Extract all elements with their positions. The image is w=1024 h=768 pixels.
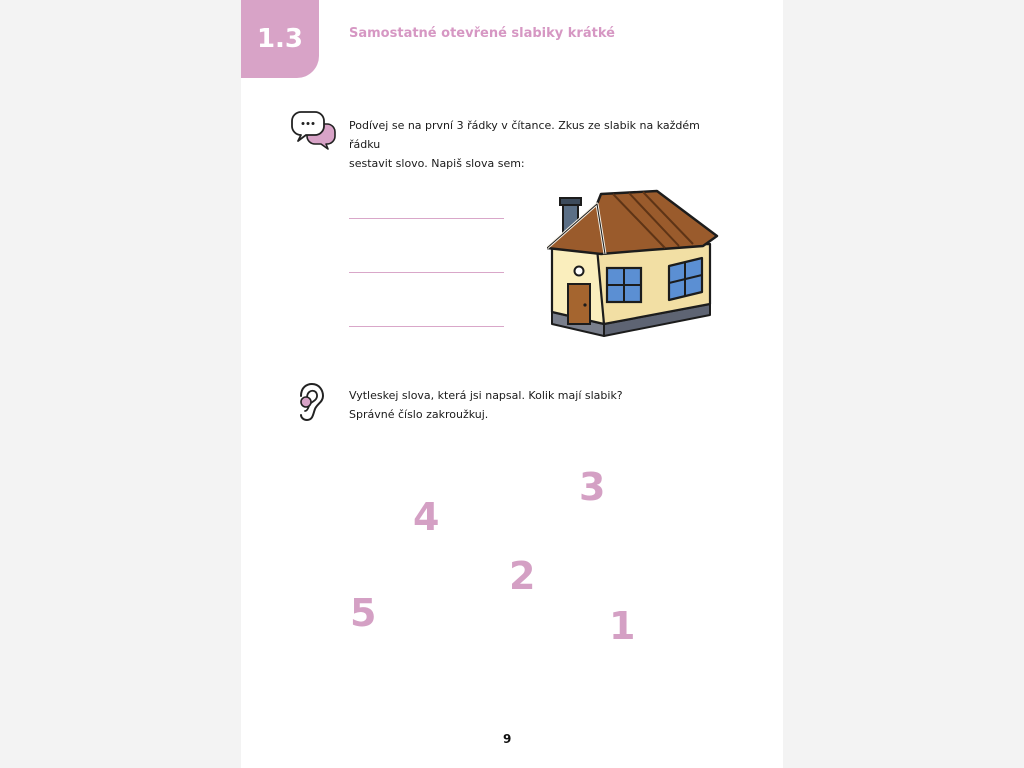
house-illustration (547, 188, 719, 340)
page-number: 9 (503, 732, 512, 746)
task1-line2: sestavit slovo. Napiš slova sem: (349, 157, 525, 170)
ear-icon (293, 382, 325, 424)
number-4[interactable]: 4 (413, 495, 440, 539)
task2-instruction (349, 386, 729, 424)
answer-line-2[interactable] (349, 272, 504, 273)
answer-line-1[interactable] (349, 218, 504, 219)
number-3[interactable]: 3 (579, 465, 606, 509)
answer-line-3[interactable] (349, 326, 504, 327)
number-5[interactable]: 5 (350, 591, 377, 635)
task1-line1: Podívej se na první 3 řádky v čítance. Zkus ze slabik na každém řádku (349, 119, 700, 151)
speech-bubbles-icon (291, 110, 337, 150)
task1-instruction (349, 116, 729, 173)
number-1[interactable]: 1 (609, 604, 636, 648)
worksheet-page (241, 0, 783, 768)
section-title: Samostatné otevřené slabiky krátké (349, 26, 615, 41)
task2-line1: Vytleskej slova, která jsi napsal. Kolik mají slabik? (349, 389, 623, 402)
number-2[interactable]: 2 (509, 554, 536, 598)
section-number-badge: 1.3 (241, 0, 319, 78)
task2-line2: Správné číslo zakroužkuj. (349, 408, 489, 421)
